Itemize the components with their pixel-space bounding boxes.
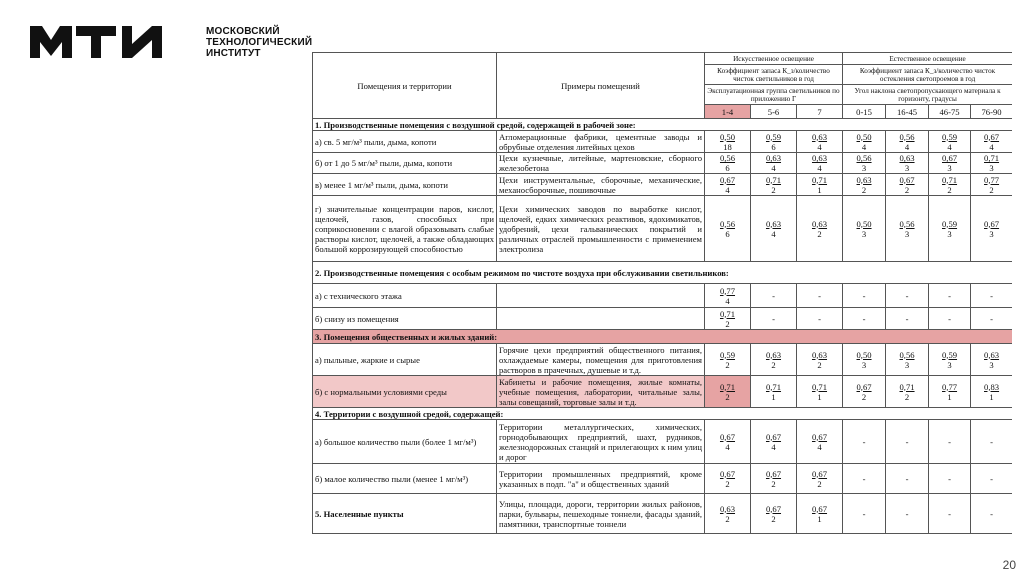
coef-cell	[705, 494, 751, 534]
illumination-coefficients-table	[312, 52, 1012, 534]
cleanings-per-year: 2	[771, 478, 776, 489]
coef-value: 0,71	[899, 381, 915, 392]
premises-name: г) значительные концентрации паров, кислот, щелочей, газов, способных при соприкосновении с влагой образовывать слабые растворы кислот, щелочей, а также обладающих большой коррозирующей способностью	[313, 196, 497, 262]
header-natural-angle: Угол наклона светопропускающего материала к горизонту, градусы	[843, 85, 1012, 105]
cleanings-per-year: 2	[947, 184, 952, 195]
header-premises: Помещения и территории	[313, 53, 497, 119]
cleanings-per-year: 1	[989, 391, 994, 402]
coef-value: 0,50	[856, 218, 872, 229]
cleanings-per-year: 2	[771, 513, 776, 524]
coef-value: -	[990, 473, 993, 484]
coef-cell	[751, 376, 797, 408]
group-1-4: 1-4	[705, 105, 751, 119]
coef-value: 0,63	[984, 349, 1000, 360]
cleanings-per-year: 4	[725, 441, 730, 452]
coef-value: 0,71	[719, 308, 736, 319]
coef-cell	[929, 308, 971, 330]
cleanings-per-year: 3	[947, 163, 952, 173]
cleanings-per-year: 3	[861, 359, 867, 370]
cleanings-per-year: 2	[904, 184, 910, 195]
section-row	[313, 408, 1013, 420]
coef-cell	[705, 308, 751, 330]
coef-value: 0,63	[811, 218, 828, 229]
coef-cell	[843, 153, 886, 174]
section-title: 1. Производственные помещения с воздушной средой, содержащей в рабочей зоне:	[313, 119, 1013, 131]
header-artificial: Искусственное освещение	[705, 53, 843, 65]
coef-cell	[705, 376, 751, 408]
logo-text	[206, 26, 312, 59]
cleanings-per-year: 2	[861, 391, 867, 402]
coef-cell	[751, 196, 797, 262]
coef-value: 0,67	[765, 468, 782, 479]
coef-cell	[843, 308, 886, 330]
coef-cell	[971, 308, 1012, 330]
coef-value: 0,56	[719, 218, 736, 229]
coef-cell	[971, 284, 1012, 308]
coef-cell	[751, 464, 797, 494]
coef-cell	[751, 153, 797, 174]
cleanings-per-year: 3	[947, 359, 952, 370]
cleanings-per-year: 6	[725, 163, 730, 173]
cleanings-per-year: 1	[947, 391, 952, 402]
coef-cell	[751, 308, 797, 330]
premises-example: Территории промышленных предприятий, кроме указанных в подп. "а" и общественных зданий	[497, 464, 705, 494]
table-row	[313, 153, 1013, 174]
cleanings-per-year: 2	[989, 184, 994, 195]
coef-value: 0,63	[765, 218, 782, 229]
coef-value: 0,67	[719, 431, 736, 442]
coef-cell	[886, 308, 929, 330]
coef-value: 0,71	[811, 174, 828, 185]
coef-cell	[929, 196, 971, 262]
coef-value: 0,71	[984, 153, 1000, 163]
coef-cell	[971, 494, 1012, 534]
section-title: 3. Помещения общественных и жилых зданий:	[313, 330, 1013, 344]
cleanings-per-year: 2	[817, 359, 822, 370]
coef-cell	[797, 131, 843, 153]
coef-cell	[843, 420, 886, 464]
logo-line-3: ИНСТИТУТ	[206, 48, 261, 59]
coef-cell	[705, 196, 751, 262]
coef-cell	[886, 344, 929, 376]
coef-cell	[797, 196, 843, 262]
cleanings-per-year: 2	[725, 478, 730, 489]
cleanings-per-year: 1	[817, 513, 822, 524]
cleanings-per-year: 3	[989, 359, 994, 370]
coef-cell	[751, 174, 797, 196]
premises-name: б) малое количество пыли (менее 1 мг/м³)	[313, 464, 497, 494]
coef-value: -	[990, 436, 993, 447]
coef-cell	[705, 174, 751, 196]
section-row	[313, 262, 1013, 284]
group-7: 7	[797, 105, 843, 119]
coef-cell	[843, 494, 886, 534]
cleanings-per-year: 1	[817, 391, 822, 402]
coef-cell	[886, 494, 929, 534]
coef-value: 0,56	[856, 153, 872, 163]
coef-cell	[929, 376, 971, 408]
table-row	[313, 131, 1013, 153]
coef-cell	[843, 174, 886, 196]
cleanings-per-year: 4	[947, 141, 952, 152]
table-body	[313, 119, 1013, 534]
cleanings-per-year: 2	[861, 184, 867, 195]
mti-logo-mark-icon	[30, 26, 198, 58]
cleanings-per-year: 2	[725, 359, 730, 370]
coef-cell	[797, 344, 843, 376]
premises-example: Горячие цехи предприятий общественного питания, охлаждаемые камеры, помещения для приготовления растворов в прачечных, душевые и т.д.	[497, 344, 705, 376]
coef-cell	[929, 344, 971, 376]
coef-cell	[886, 131, 929, 153]
coef-cell	[886, 420, 929, 464]
coef-cell	[797, 174, 843, 196]
cleanings-per-year: 4	[771, 163, 776, 173]
coef-value: 0,67	[984, 218, 1000, 229]
coef-value: 0,59	[942, 131, 958, 142]
cleanings-per-year: 4	[861, 141, 867, 152]
angle-46-75: 46-75	[929, 105, 971, 119]
coef-cell	[971, 174, 1012, 196]
coef-cell	[843, 196, 886, 262]
coef-cell	[751, 494, 797, 534]
cleanings-per-year: 4	[989, 141, 994, 152]
premises-example	[497, 308, 705, 330]
coef-value: 0,67	[899, 174, 915, 185]
cleanings-per-year: 2	[904, 391, 910, 402]
coef-cell	[971, 464, 1012, 494]
cleanings-per-year: 2	[725, 391, 730, 402]
premises-example: Территории металлургических, химических, горнодобывающих предприятий, шахт, рудников, железнодорожных станций и прилегающих к ним улиц и дорог	[497, 420, 705, 464]
coef-cell	[797, 464, 843, 494]
coef-value: -	[818, 313, 821, 324]
coef-value: 0,71	[811, 381, 828, 392]
premises-example: Цехи химических заводов по выработке кислот, щелочей, едких химических реактивов, ядохимикатов, удобрений, цехи гальванических покрытий и различных отраслей промышленности с применением электролиза	[497, 196, 705, 262]
premises-example	[497, 284, 705, 308]
coef-cell	[886, 376, 929, 408]
table-row	[313, 308, 1013, 330]
cleanings-per-year: 3	[989, 228, 994, 239]
table-row	[313, 420, 1013, 464]
coef-value: -	[862, 436, 866, 447]
coef-value: 0,67	[811, 503, 828, 514]
coef-cell	[797, 420, 843, 464]
coef-cell	[751, 420, 797, 464]
coef-value: -	[862, 313, 866, 324]
coef-value: 0,71	[942, 174, 958, 185]
coef-cell	[886, 284, 929, 308]
section-row	[313, 119, 1013, 131]
coef-value: 0,50	[856, 131, 872, 142]
cleanings-per-year: 4	[725, 184, 730, 195]
coef-cell	[797, 153, 843, 174]
group-5-6: 5-6	[751, 105, 797, 119]
coef-value: 0,59	[765, 131, 782, 142]
coef-value: 0,71	[765, 381, 782, 392]
coef-cell	[843, 284, 886, 308]
angle-16-45: 16-45	[886, 105, 929, 119]
cleanings-per-year: 4	[725, 295, 730, 306]
coef-value: 0,67	[719, 468, 736, 479]
logo-line-2: ТЕХНОЛОГИЧЕСКИЙ	[206, 37, 313, 48]
header-natural: Естественное освещение	[843, 53, 1012, 65]
coef-value: -	[905, 436, 909, 447]
cleanings-per-year: 1	[817, 184, 822, 195]
coef-cell	[797, 494, 843, 534]
cleanings-per-year: 2	[725, 513, 730, 524]
cleanings-per-year: 2	[771, 359, 776, 370]
coef-value: 0,63	[719, 503, 736, 514]
cleanings-per-year: 2	[771, 184, 776, 195]
table-row	[313, 284, 1013, 308]
premises-name: б) от 1 до 5 мг/м³ пыли, дыма, копоти	[313, 153, 497, 174]
coef-value: -	[905, 473, 909, 484]
coef-cell	[929, 284, 971, 308]
coef-cell	[929, 153, 971, 174]
coef-value: 0,63	[765, 153, 782, 163]
coef-value: 0,67	[984, 131, 1000, 142]
coef-cell	[705, 420, 751, 464]
coef-cell	[843, 464, 886, 494]
coef-value: -	[862, 473, 866, 484]
premises-name: а) пыльные, жаркие и сырые	[313, 344, 497, 376]
coef-value: 0,67	[765, 503, 782, 514]
cleanings-per-year: 4	[904, 141, 910, 152]
coef-cell	[886, 464, 929, 494]
coef-value: -	[990, 290, 993, 301]
coef-cell	[705, 153, 751, 174]
table-row	[313, 344, 1013, 376]
premises-name: в) менее 1 мг/м³ пыли, дыма, копоти	[313, 174, 497, 196]
coef-value: 0,56	[899, 131, 915, 142]
coef-value: 0,67	[811, 468, 828, 479]
coef-cell	[751, 131, 797, 153]
coef-cell	[843, 344, 886, 376]
coef-cell	[929, 464, 971, 494]
coef-value: 0,63	[811, 131, 828, 142]
coef-cell	[751, 344, 797, 376]
coef-value: 0,63	[811, 349, 828, 360]
coef-value: 0,50	[719, 131, 736, 142]
coef-cell	[797, 376, 843, 408]
coef-cell	[705, 344, 751, 376]
coef-value: -	[948, 436, 951, 447]
coef-cell	[971, 344, 1012, 376]
premises-name: б) снизу из помещения	[313, 308, 497, 330]
coef-cell	[705, 131, 751, 153]
coef-value: 0,56	[899, 218, 915, 229]
cleanings-per-year: 18	[723, 141, 732, 152]
coef-cell	[971, 420, 1012, 464]
cleanings-per-year: 4	[771, 228, 776, 239]
cleanings-per-year: 3	[904, 228, 910, 239]
cleanings-per-year: 2	[817, 228, 822, 239]
coef-value: 0,56	[899, 349, 915, 360]
coef-cell	[971, 131, 1012, 153]
cleanings-per-year: 2	[725, 318, 730, 329]
cleanings-per-year: 4	[817, 141, 822, 152]
cleanings-per-year: 4	[817, 441, 822, 452]
coef-value: -	[948, 473, 951, 484]
coef-value: 0,59	[942, 349, 958, 360]
coef-cell	[971, 153, 1012, 174]
coef-value: 0,56	[719, 153, 736, 163]
coef-value: 0,67	[856, 381, 872, 392]
coef-value: 0,67	[719, 174, 736, 185]
coef-value: 0,77	[942, 381, 958, 392]
coef-cell	[797, 284, 843, 308]
premises-example: Цехи кузнечные, литейные, мартеновские, сборного железобетона	[497, 153, 705, 174]
coef-cell	[971, 196, 1012, 262]
coef-value: -	[862, 290, 866, 301]
coef-value: -	[862, 508, 866, 519]
cleanings-per-year: 1	[771, 391, 776, 402]
coef-value: -	[905, 508, 909, 519]
coef-cell	[751, 284, 797, 308]
table-row	[313, 174, 1013, 196]
coef-cell	[797, 308, 843, 330]
premises-example: Цехи инструментальные, сборочные, механические, механосборочные, пошивочные	[497, 174, 705, 196]
cleanings-per-year: 3	[861, 163, 867, 173]
coef-cell	[705, 464, 751, 494]
coef-value: -	[990, 313, 993, 324]
angle-76-90: 76-90	[971, 105, 1012, 119]
premises-name: 5. Населенные пункты	[313, 494, 497, 534]
coef-value: -	[948, 290, 951, 301]
cleanings-per-year: 3	[989, 163, 994, 173]
cleanings-per-year: 3	[947, 228, 952, 239]
coef-value: -	[772, 290, 775, 301]
cleanings-per-year: 3	[904, 163, 910, 173]
coef-cell	[886, 153, 929, 174]
cleanings-per-year: 4	[817, 163, 822, 173]
coef-cell	[886, 196, 929, 262]
angle-0-15: 0-15	[843, 105, 886, 119]
section-title: 4. Территории с воздушной средой, содержащей:	[313, 408, 1013, 420]
coef-cell	[929, 494, 971, 534]
coef-cell	[886, 174, 929, 196]
coef-value: 0,63	[856, 174, 872, 185]
section-row	[313, 330, 1013, 344]
table-row	[313, 376, 1013, 408]
coef-value: 0,71	[765, 174, 782, 185]
coef-value: -	[990, 508, 993, 519]
coef-value: -	[772, 313, 775, 324]
coef-value: 0,77	[984, 174, 1000, 185]
coef-cell	[705, 284, 751, 308]
premises-name: а) большое количество пыли (более 1 мг/м³)	[313, 420, 497, 464]
cleanings-per-year: 6	[771, 141, 776, 152]
header-examples: Примеры помещений	[497, 53, 705, 119]
header-artificial-coef: Коэффициент запаса К_з/количество чисток светильников в год	[705, 65, 843, 85]
coef-value: 0,67	[765, 431, 782, 442]
coef-value: -	[905, 290, 909, 301]
cleanings-per-year: 6	[725, 228, 730, 239]
coef-value: 0,50	[856, 349, 872, 360]
cleanings-per-year: 3	[904, 359, 910, 370]
page-number: 20	[1002, 558, 1016, 572]
coef-value: -	[948, 508, 951, 519]
logo-line-1: МОСКОВСКИЙ	[206, 26, 280, 37]
coef-cell	[929, 174, 971, 196]
coef-value: 0,63	[811, 153, 828, 163]
table-row	[313, 196, 1013, 262]
table-row	[313, 464, 1013, 494]
cleanings-per-year: 2	[817, 478, 822, 489]
coef-cell	[843, 376, 886, 408]
cleanings-per-year: 4	[771, 441, 776, 452]
premises-example: Агломерационные фабрики, цементные заводы и обрубные отделения литейных цехов	[497, 131, 705, 153]
header-natural-coef: Коэффициент запаса К_з/количество чисток остекления светопроемов в год	[843, 65, 1012, 85]
coef-value: 0,59	[942, 218, 958, 229]
coef-cell	[929, 420, 971, 464]
coef-value: 0,59	[719, 349, 736, 360]
coef-value: 0,77	[719, 285, 736, 296]
premises-name: б) с нормальными условиями среды	[313, 376, 497, 408]
institute-logo	[30, 26, 350, 66]
coef-value: -	[818, 290, 821, 301]
coef-value: 0,63	[765, 349, 782, 360]
table-row	[313, 494, 1013, 534]
coef-value: -	[948, 313, 951, 324]
norms-table-document	[312, 52, 1012, 574]
coef-value: 0,63	[899, 153, 915, 163]
cleanings-per-year: 3	[861, 228, 867, 239]
coef-cell	[971, 376, 1012, 408]
coef-value: 0,83	[984, 381, 1000, 392]
coef-value: -	[905, 313, 909, 324]
coef-value: 0,67	[942, 153, 958, 163]
header-artificial-group: Эксплуатационная группа светильников по приложению Г	[705, 85, 843, 105]
section-title: 2. Производственные помещения с особым режимом по чистоте воздуха при обслуживании светильников:	[313, 262, 1013, 284]
coef-cell	[843, 131, 886, 153]
premises-example: Кабинеты и рабочие помещения, жилые комнаты, учебные помещения, лаборатории, читальные залы, залы совещаний, торговые залы и т.д.	[497, 376, 705, 408]
coef-value: 0,71	[719, 381, 736, 392]
premises-name: а) св. 5 мг/м³ пыли, дыма, копоти	[313, 131, 497, 153]
coef-cell	[929, 131, 971, 153]
premises-example: Улицы, площади, дороги, территории жилых районов, парки, бульвары, пешеходные тоннели, фасады зданий, памятники, транспортные тоннели	[497, 494, 705, 534]
premises-name: а) с технического этажа	[313, 284, 497, 308]
coef-value: 0,67	[811, 431, 828, 442]
